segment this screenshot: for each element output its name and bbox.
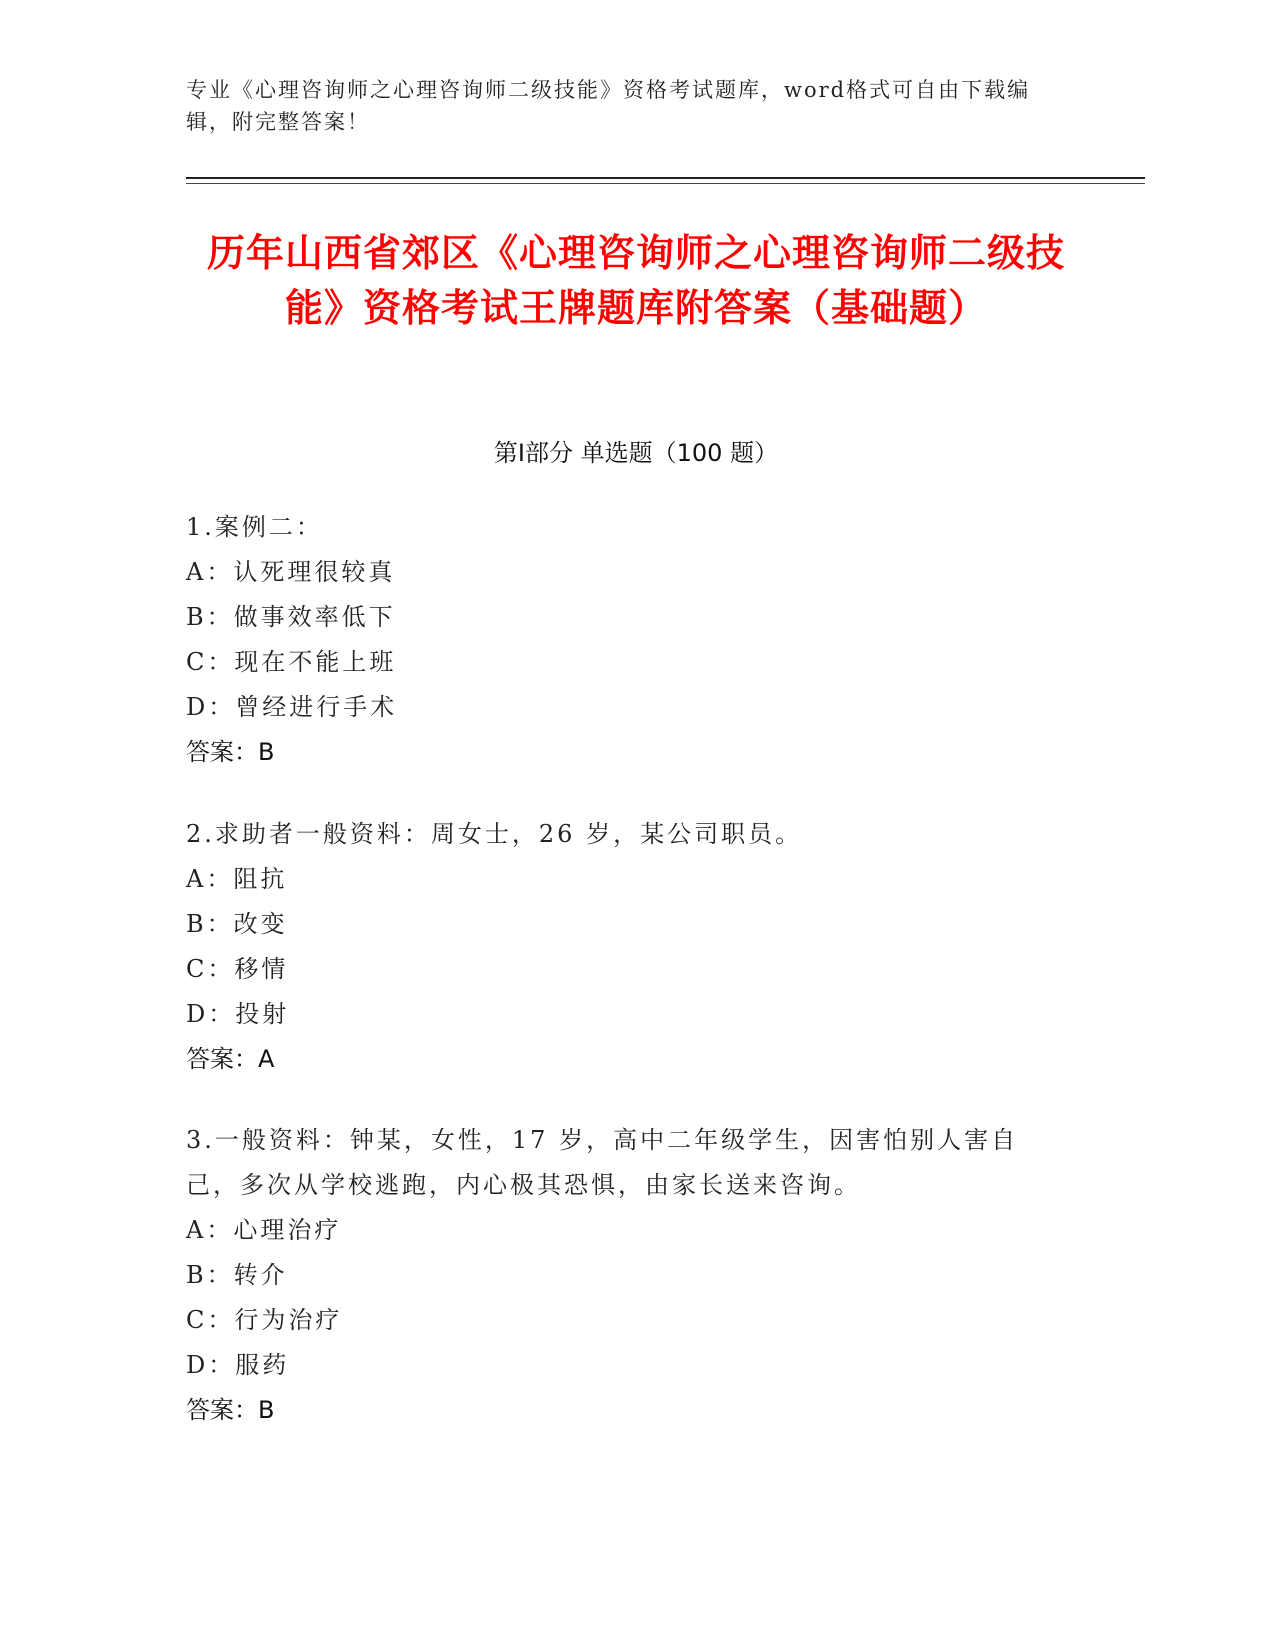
option-a: A：认死理很较真 xyxy=(186,558,396,586)
header-note: 专业《心理咨询师之心理咨询师二级技能》资格考试题库，word格式可自由下载编辑，附完整答案！ xyxy=(186,78,1031,134)
option-d: D：投射 xyxy=(186,1000,290,1028)
option-c: C：行为治疗 xyxy=(186,1306,343,1334)
option-d: D：曾经进行手术 xyxy=(186,693,398,721)
question-1 xyxy=(186,505,1066,775)
question-stem: 2.求助者一般资料：周女士，26 岁，某公司职员。 xyxy=(186,820,803,848)
option-b: B：转介 xyxy=(186,1261,288,1289)
question-3 xyxy=(186,1118,1066,1433)
answer: 答案：B xyxy=(186,1396,275,1424)
header-divider-thin xyxy=(186,183,1145,184)
option-b: B：做事效率低下 xyxy=(186,603,396,631)
option-c: C：移情 xyxy=(186,955,289,983)
option-d: D：服药 xyxy=(186,1351,290,1379)
header-divider-thick xyxy=(186,177,1145,179)
option-b: B：改变 xyxy=(186,910,288,938)
section-title: 第Ⅰ部分 单选题（100 题） xyxy=(493,439,779,467)
question-2 xyxy=(186,812,1066,1082)
option-c: C：现在不能上班 xyxy=(186,648,397,676)
option-a: A：阻抗 xyxy=(186,865,288,893)
answer: 答案：A xyxy=(186,1045,275,1073)
document-title: 历年山西省郊区《心理咨询师之心理咨询师二级技能》资格考试王牌题库附答案（基础题） xyxy=(206,231,1065,330)
answer: 答案：B xyxy=(186,738,275,766)
question-stem: 1.案例二： xyxy=(186,513,323,541)
option-a: A：心理治疗 xyxy=(186,1216,342,1244)
question-stem: 3.一般资料：钟某，女性，17 岁，高中二年级学生，因害怕别人害自己，多次从学校逃跑，内心极其恐惧，由家长送来咨询。 xyxy=(186,1126,1019,1199)
